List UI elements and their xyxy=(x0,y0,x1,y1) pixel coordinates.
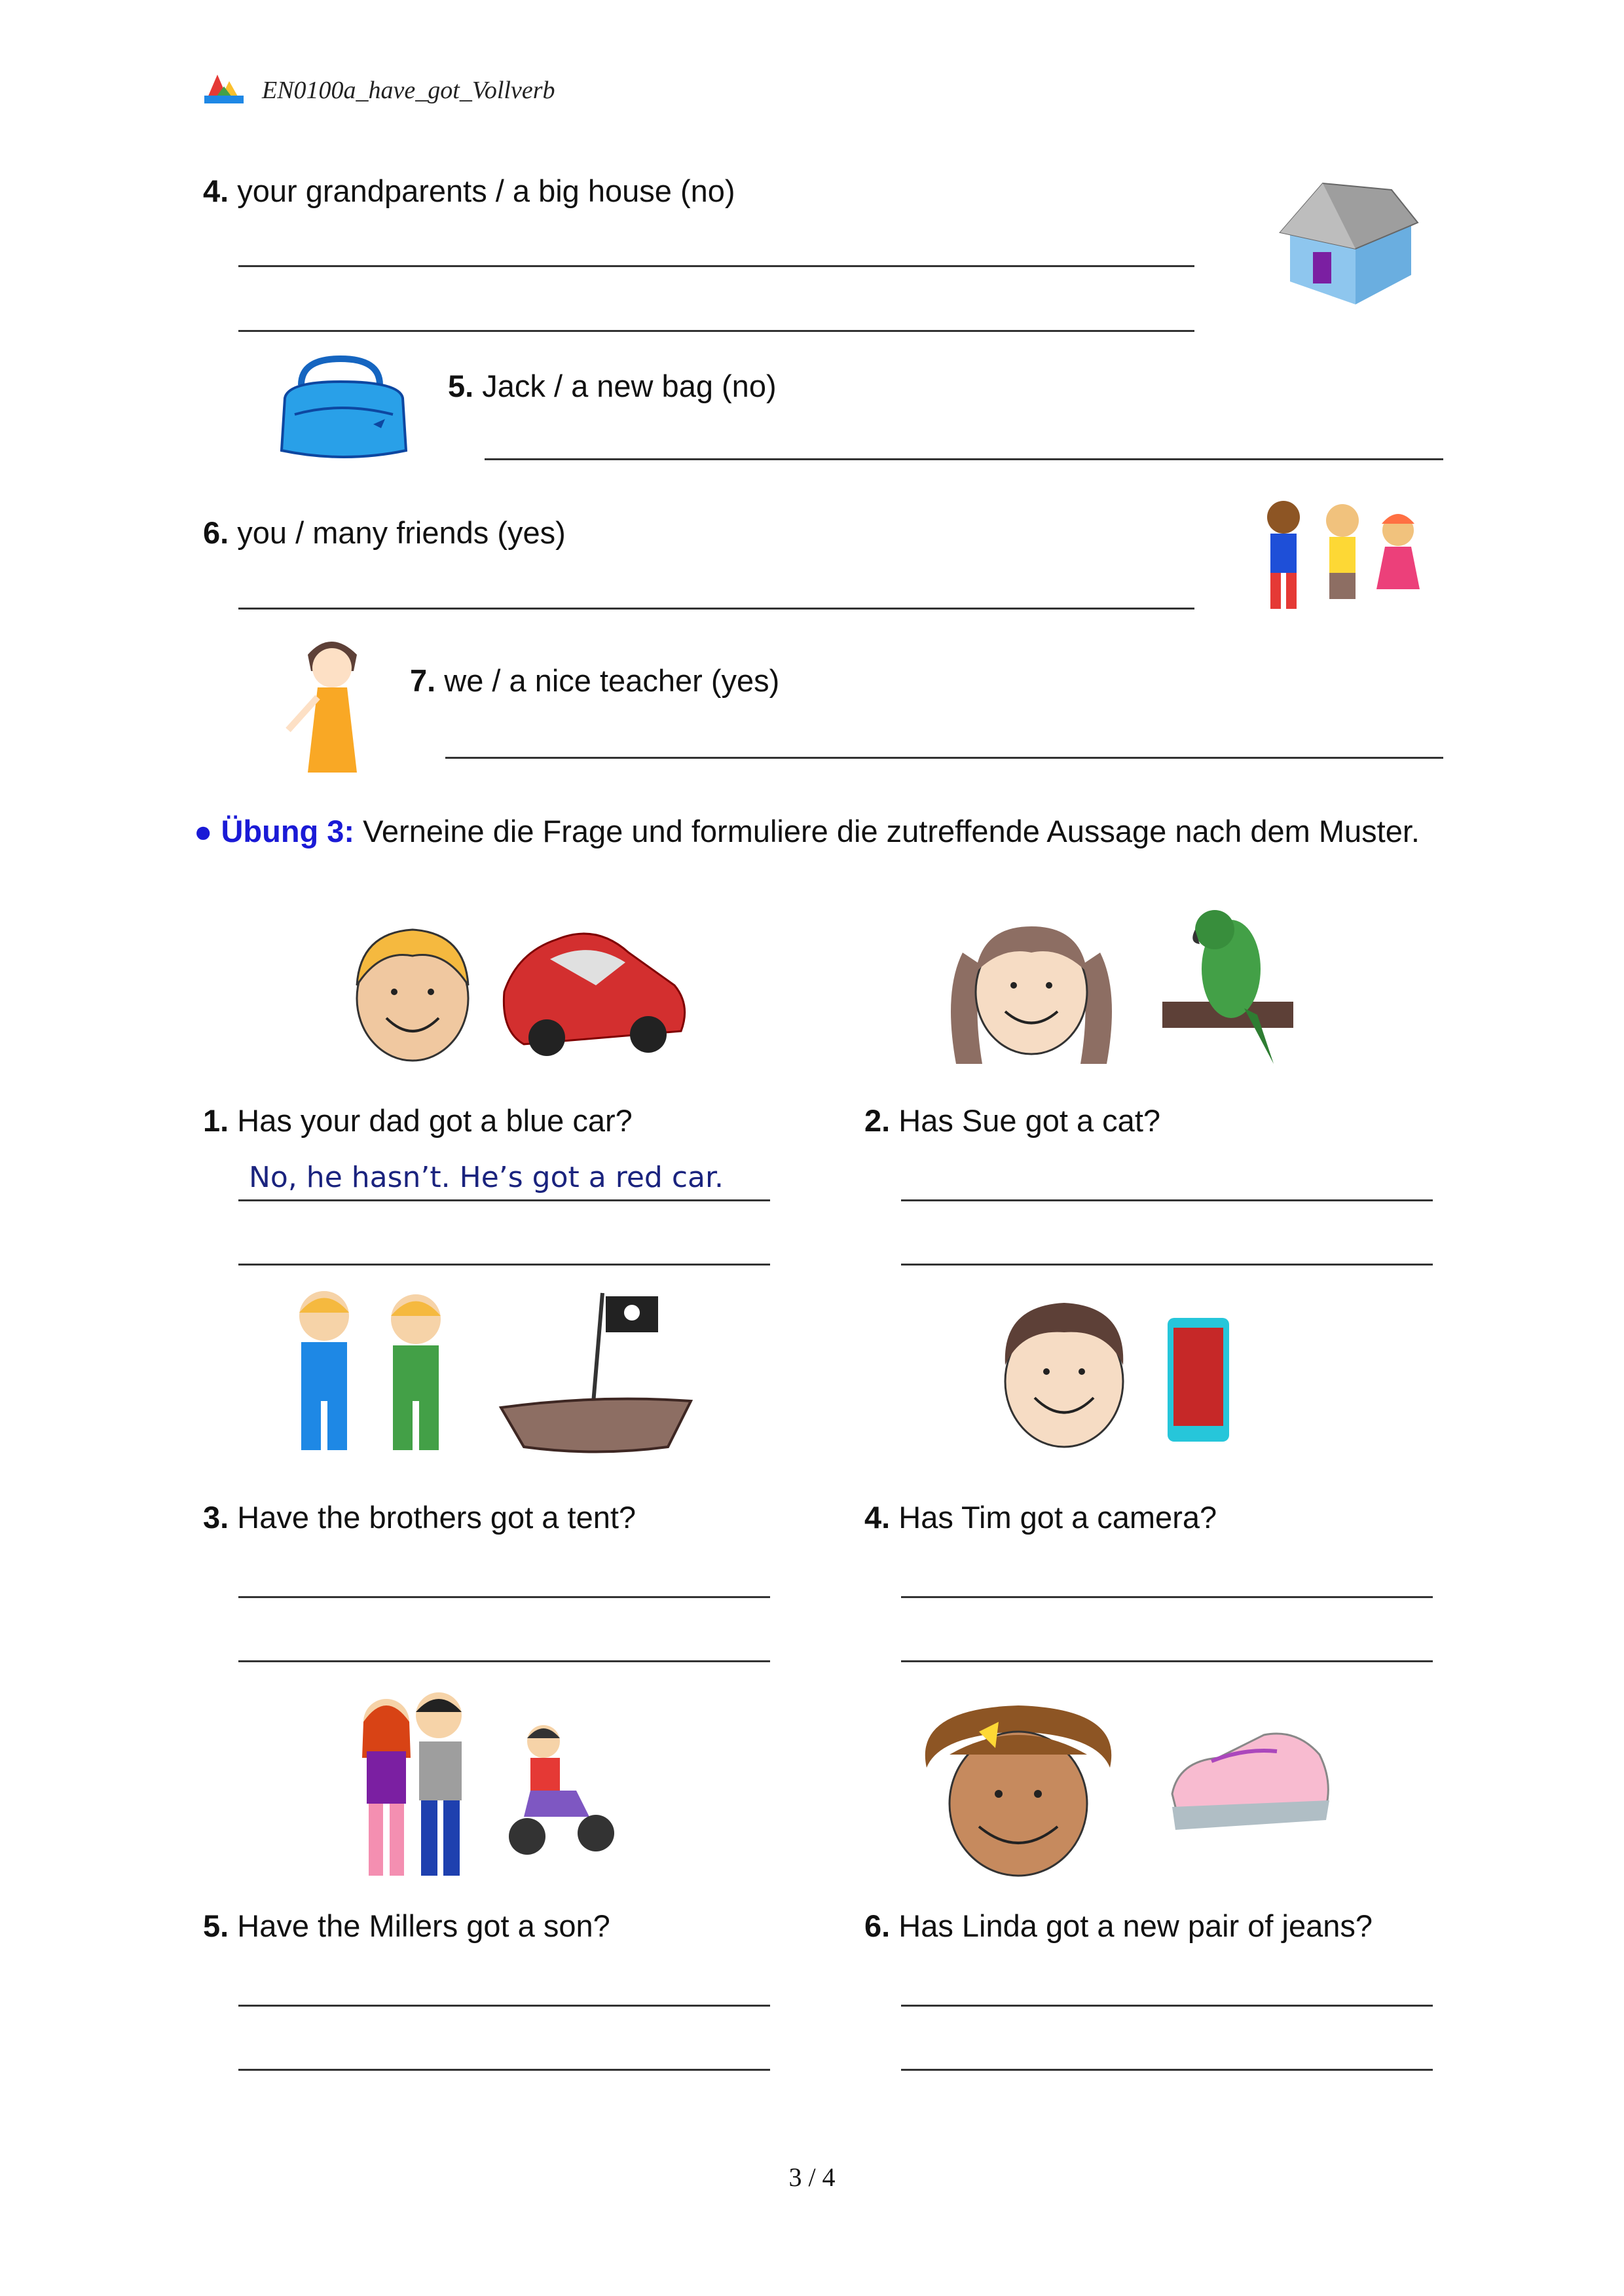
parrot-illustration xyxy=(1159,903,1297,1067)
question-2 xyxy=(864,1105,1160,1136)
task-number: 7. xyxy=(410,663,436,698)
question-1 xyxy=(203,1105,633,1136)
question-number: 6. xyxy=(864,1908,891,1943)
publisher-logo xyxy=(203,69,245,105)
millers-couple-illustration xyxy=(350,1686,481,1882)
question-text: Has Sue got a cat? xyxy=(898,1103,1161,1138)
task-text: Jack / a new bag (no) xyxy=(482,369,777,403)
task-number: 5. xyxy=(448,369,474,403)
answer-line[interactable] xyxy=(238,2069,770,2071)
sneakers-illustration xyxy=(1166,1722,1336,1840)
answer-line[interactable] xyxy=(901,1660,1433,1662)
task-5 xyxy=(448,371,777,401)
answer-line[interactable] xyxy=(238,1264,770,1266)
question-5 xyxy=(203,1910,610,1941)
task-text: your grandparents / a big house (no) xyxy=(237,173,735,208)
question-text: Have the brothers got a tent? xyxy=(237,1500,637,1535)
dad-face-illustration xyxy=(347,920,478,1064)
phone-illustration xyxy=(1166,1316,1231,1444)
task-number: 4. xyxy=(203,173,229,208)
task-4 xyxy=(203,175,735,206)
answer-line[interactable] xyxy=(445,757,1443,759)
answer-line[interactable] xyxy=(901,2069,1433,2071)
tim-face-illustration xyxy=(995,1293,1133,1453)
question-6 xyxy=(864,1910,1373,1941)
red-car-illustration xyxy=(498,913,694,1064)
question-text: Has your dad got a blue car? xyxy=(237,1103,633,1138)
question-3 xyxy=(203,1502,636,1533)
question-number: 4. xyxy=(864,1500,891,1535)
answer-line[interactable] xyxy=(238,1660,770,1662)
task-number: 6. xyxy=(203,515,229,550)
task-text: you / many friends (yes) xyxy=(237,515,566,550)
answer-line[interactable] xyxy=(238,1596,770,1598)
question-4 xyxy=(864,1502,1217,1533)
tricycle-girl-illustration xyxy=(504,1719,616,1859)
linda-face-illustration xyxy=(913,1696,1123,1879)
exercise-3-instruction xyxy=(194,811,1455,852)
document-title: EN0100a_have_got_Vollverb xyxy=(262,77,555,104)
answer-line[interactable] xyxy=(901,1596,1433,1598)
question-number: 3. xyxy=(203,1500,229,1535)
sue-face-illustration xyxy=(943,913,1120,1070)
task-text: we / a nice teacher (yes) xyxy=(444,663,780,698)
sample-answer: No, he hasn’t. He’s got a red car. xyxy=(249,1161,724,1194)
answer-line[interactable] xyxy=(238,2005,770,2007)
question-text: Has Linda got a new pair of jeans? xyxy=(898,1908,1373,1943)
question-number: 5. xyxy=(203,1908,229,1943)
answer-line[interactable] xyxy=(238,608,1194,610)
bag-illustration xyxy=(275,352,413,464)
task-6 xyxy=(203,517,566,548)
house-illustration xyxy=(1277,183,1421,308)
exercise-label: Übung 3: xyxy=(221,814,355,848)
task-7 xyxy=(410,665,779,696)
answer-line[interactable] xyxy=(238,330,1194,332)
answer-line[interactable] xyxy=(901,2005,1433,2007)
answer-line[interactable] xyxy=(238,265,1194,267)
brothers-illustration xyxy=(275,1283,471,1460)
children-illustration xyxy=(1244,491,1441,622)
pirate-boat-illustration xyxy=(498,1290,694,1460)
exercise-instruction-text: Verneine die Frage und formuliere die zutreffende Aussage nach dem Muster. xyxy=(363,814,1420,848)
answer-line[interactable] xyxy=(485,458,1443,460)
question-text: Has Tim got a camera? xyxy=(898,1500,1217,1535)
teacher-illustration xyxy=(282,632,380,776)
answer-line[interactable] xyxy=(901,1199,1433,1201)
page-number: 3 / 4 xyxy=(788,2162,836,2192)
answer-line[interactable] xyxy=(238,1199,770,1201)
question-number: 1. xyxy=(203,1103,229,1138)
question-text: Have the Millers got a son? xyxy=(237,1908,610,1943)
question-number: 2. xyxy=(864,1103,891,1138)
answer-line[interactable] xyxy=(901,1264,1433,1266)
exercise-bullet: ● xyxy=(194,814,213,848)
